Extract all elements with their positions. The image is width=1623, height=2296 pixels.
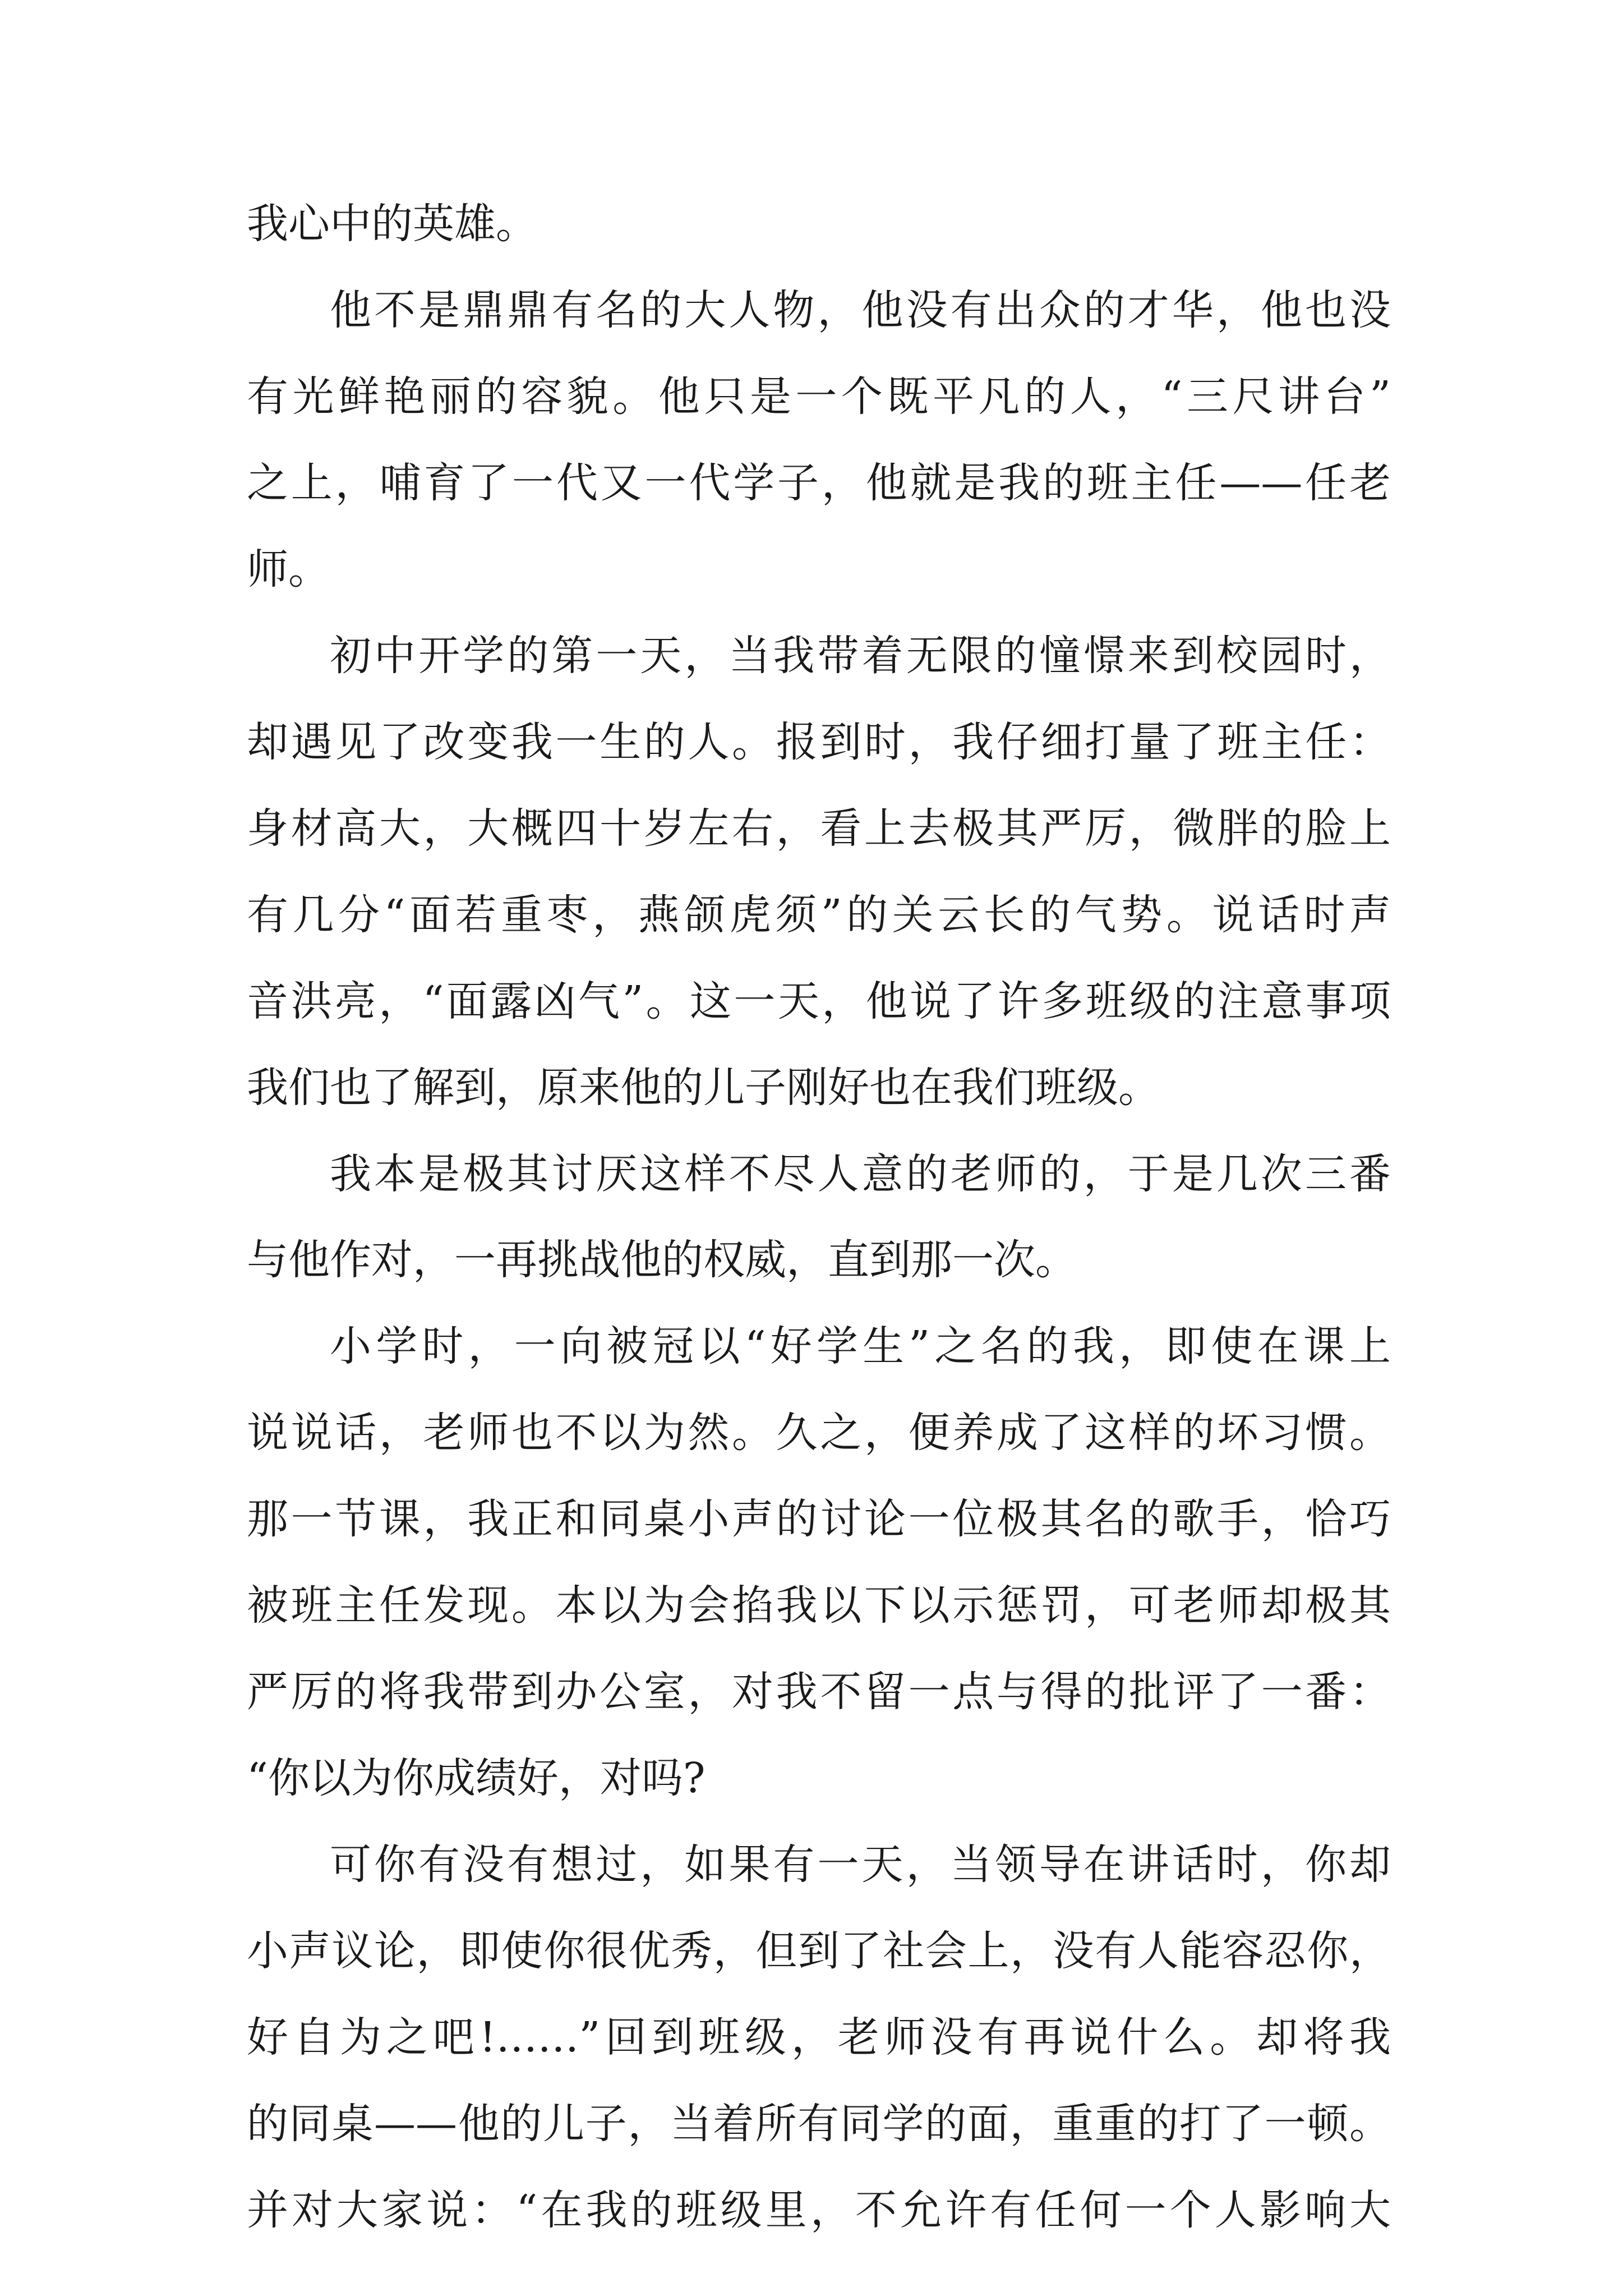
text-line: 小声议论，即使你很优秀，但到了社会上，没有人能容忍你， bbox=[247, 1927, 1391, 1975]
text-line: 我心中的英雄。 bbox=[247, 200, 537, 248]
text-line: 小学时，一向被冠以“好学生”之名的我，即使在课上 bbox=[330, 1322, 1391, 1370]
text-line: 严厉的将我带到办公室，对我不留一点与得的批评了一番： bbox=[247, 1668, 1391, 1716]
text-line: 我本是极其讨厌这样不尽人意的老师的，于是几次三番 bbox=[330, 1150, 1391, 1198]
text-line: 师。 bbox=[247, 545, 330, 593]
text-line: 的同桌——他的儿子，当着所有同学的面，重重的打了一顿。 bbox=[247, 2100, 1391, 2148]
text-line: 与他作对，一再挑战他的权威，直到那一次。 bbox=[247, 1236, 1077, 1284]
text-line: 身材高大，大概四十岁左右，看上去极其严厉，微胖的脸上 bbox=[247, 804, 1391, 853]
text-line: 他不是鼎鼎有名的大人物，他没有出众的才华，他也没 bbox=[330, 286, 1391, 334]
text-line: 并对大家说：“在我的班级里，不允许有任何一个人影响大 bbox=[247, 2186, 1391, 2234]
text-line: 说说话，老师也不以为然。久之，便养成了这样的坏习惯。 bbox=[247, 1409, 1391, 1457]
text-line: 我们也了解到，原来他的儿子刚好也在我们班级。 bbox=[247, 1064, 1160, 1112]
text-line: 初中开学的第一天，当我带着无限的憧憬来到校园时， bbox=[330, 632, 1391, 680]
text-line: 却遇见了改变我一生的人。报到时，我仔细打量了班主任： bbox=[247, 718, 1391, 766]
text-line: 那一节课，我正和同桌小声的讨论一位极其名的歌手，恰巧 bbox=[247, 1495, 1391, 1543]
text-line: 好自为之吧!……”回到班级，老师没有再说什么。却将我 bbox=[247, 2013, 1391, 2062]
text-line: 被班主任发现。本以为会掐我以下以示惩罚，可老师却极其 bbox=[247, 1581, 1391, 1630]
text-line: 可你有没有想过，如果有一天，当领导在讲话时，你却 bbox=[330, 1841, 1391, 1889]
text-line: 音洪亮，“面露凶气”。这一天，他说了许多班级的注意事项 bbox=[247, 977, 1391, 1025]
text-line: 之上，哺育了一代又一代学子，他就是我的班主任——任老 bbox=[247, 459, 1391, 507]
text-line: 有几分“面若重枣，燕颌虎须”的关云长的气势。说话时声 bbox=[247, 891, 1391, 939]
text-line: “你以为你成绩好，对吗? bbox=[247, 1754, 706, 1802]
text-line: 有光鲜艳丽的容貌。他只是一个既平凡的人，“三尺讲台” bbox=[247, 372, 1391, 421]
